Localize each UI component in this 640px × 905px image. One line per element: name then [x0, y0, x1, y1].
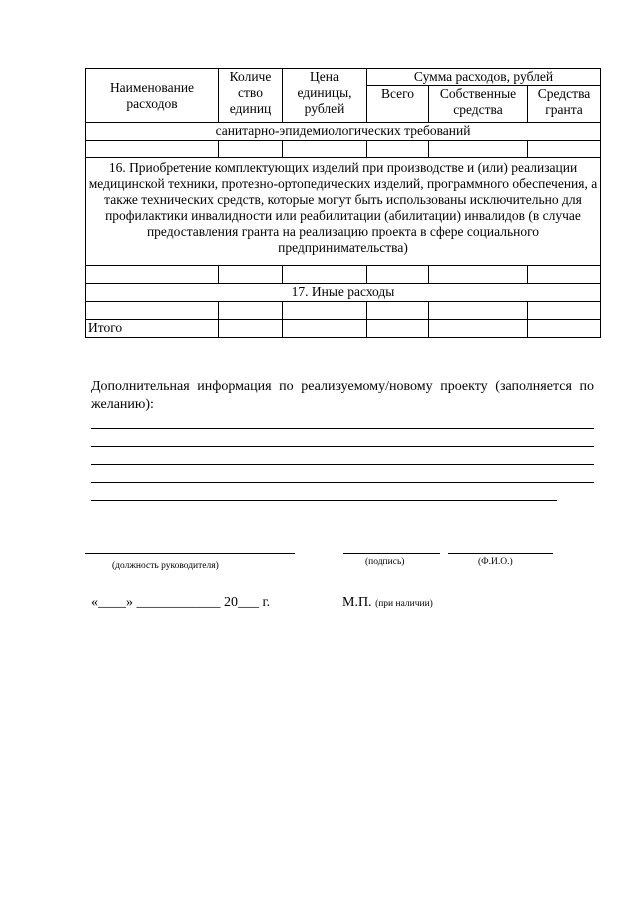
- position-caption: (должность руководителя): [112, 561, 219, 571]
- total-row: [86, 320, 601, 338]
- fill-line: [91, 482, 594, 483]
- empty-row: [86, 141, 601, 158]
- stamp-label: М.П.: [342, 595, 372, 610]
- fill-line: [91, 428, 594, 429]
- total-label: Итого: [86, 320, 219, 338]
- stamp-note: (при наличии): [375, 599, 433, 609]
- fill-line: [91, 500, 557, 501]
- fio-line: [448, 553, 553, 554]
- signature-line: [343, 553, 440, 554]
- section-tail-row: [86, 123, 601, 141]
- section-17-text: 17. Иные расходы: [86, 284, 601, 302]
- header-sum-group: Сумма расходов, рублей: [367, 69, 601, 86]
- header-price: Цена единицы, рублей: [283, 69, 367, 123]
- fill-line: [91, 464, 594, 465]
- section-17-row: [86, 284, 601, 302]
- header-total: Всего: [367, 86, 429, 123]
- date-line: «____» ____________ 20___ г.: [91, 595, 271, 610]
- expenses-table: [85, 68, 601, 338]
- header-row-1: [86, 69, 601, 86]
- stamp-place: [342, 595, 433, 611]
- fio-caption: (Ф.И.О.): [478, 557, 513, 567]
- position-line: [85, 553, 295, 554]
- empty-row: [86, 302, 601, 320]
- section-16-row: [86, 158, 601, 266]
- additional-info-text: Дополнительная информация по реализуемому/новому проекту (заполняется по желанию):: [91, 379, 594, 412]
- header-name: Наименование расходов: [86, 69, 219, 123]
- fill-line: [91, 446, 594, 447]
- empty-row: [86, 266, 601, 284]
- signature-caption: (подпись): [365, 557, 405, 567]
- header-grant-funds: Средства гранта: [528, 86, 601, 123]
- header-quantity: Количе ство единиц: [219, 69, 283, 123]
- header-own-funds: Собственные средства: [429, 86, 528, 123]
- section-16-text: 16. Приобретение комплектующих изделий при производстве и (или) реализации медицинской техники, протезно-ортопедических изделий, программного обеспечения, а также технических средств, которые могут быть использованы исключительно для профилактики инвалидности или реабилитации (абилитации) инвалидов (в случае предоставления гранта на реализацию проекта в сфере социального предпринимательства): [86, 158, 601, 266]
- section-tail-text: санитарно-эпидемиологических требований: [86, 123, 601, 141]
